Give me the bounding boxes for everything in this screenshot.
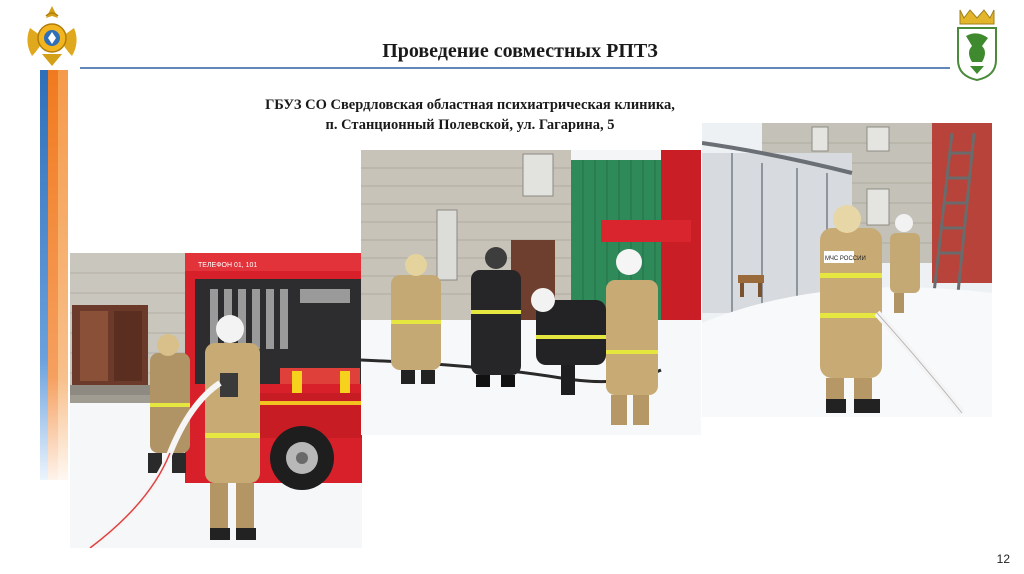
slide-subtitle	[200, 95, 740, 135]
slide-title: Проведение совместных РПТЗ	[382, 40, 658, 62]
emergency-ministry-emblem-icon	[22, 2, 82, 74]
photo-breathing-apparatus-team	[361, 150, 701, 435]
city-coat-of-arms-icon	[952, 6, 1002, 82]
truck-phone-label: ТЕЛЕФОН 01, 101	[198, 262, 258, 269]
subtitle-line-2: п. Станционный Полевской, ул. Гагарина, 5	[325, 117, 615, 133]
jacket-patch: МЧС РОССИИ	[825, 256, 866, 262]
decor-stripe-blue	[40, 70, 48, 480]
subtitle-line-1: ГБУЗ СО Свердловская областная психиатрическая клиника,	[265, 97, 675, 113]
page-number: 12	[996, 552, 1010, 566]
decor-stripe-orange	[48, 70, 58, 480]
title-divider	[80, 67, 950, 69]
photo-hose-deployment	[702, 123, 992, 417]
photo-fire-truck	[70, 253, 362, 548]
decor-stripe-orange-light	[58, 70, 68, 480]
